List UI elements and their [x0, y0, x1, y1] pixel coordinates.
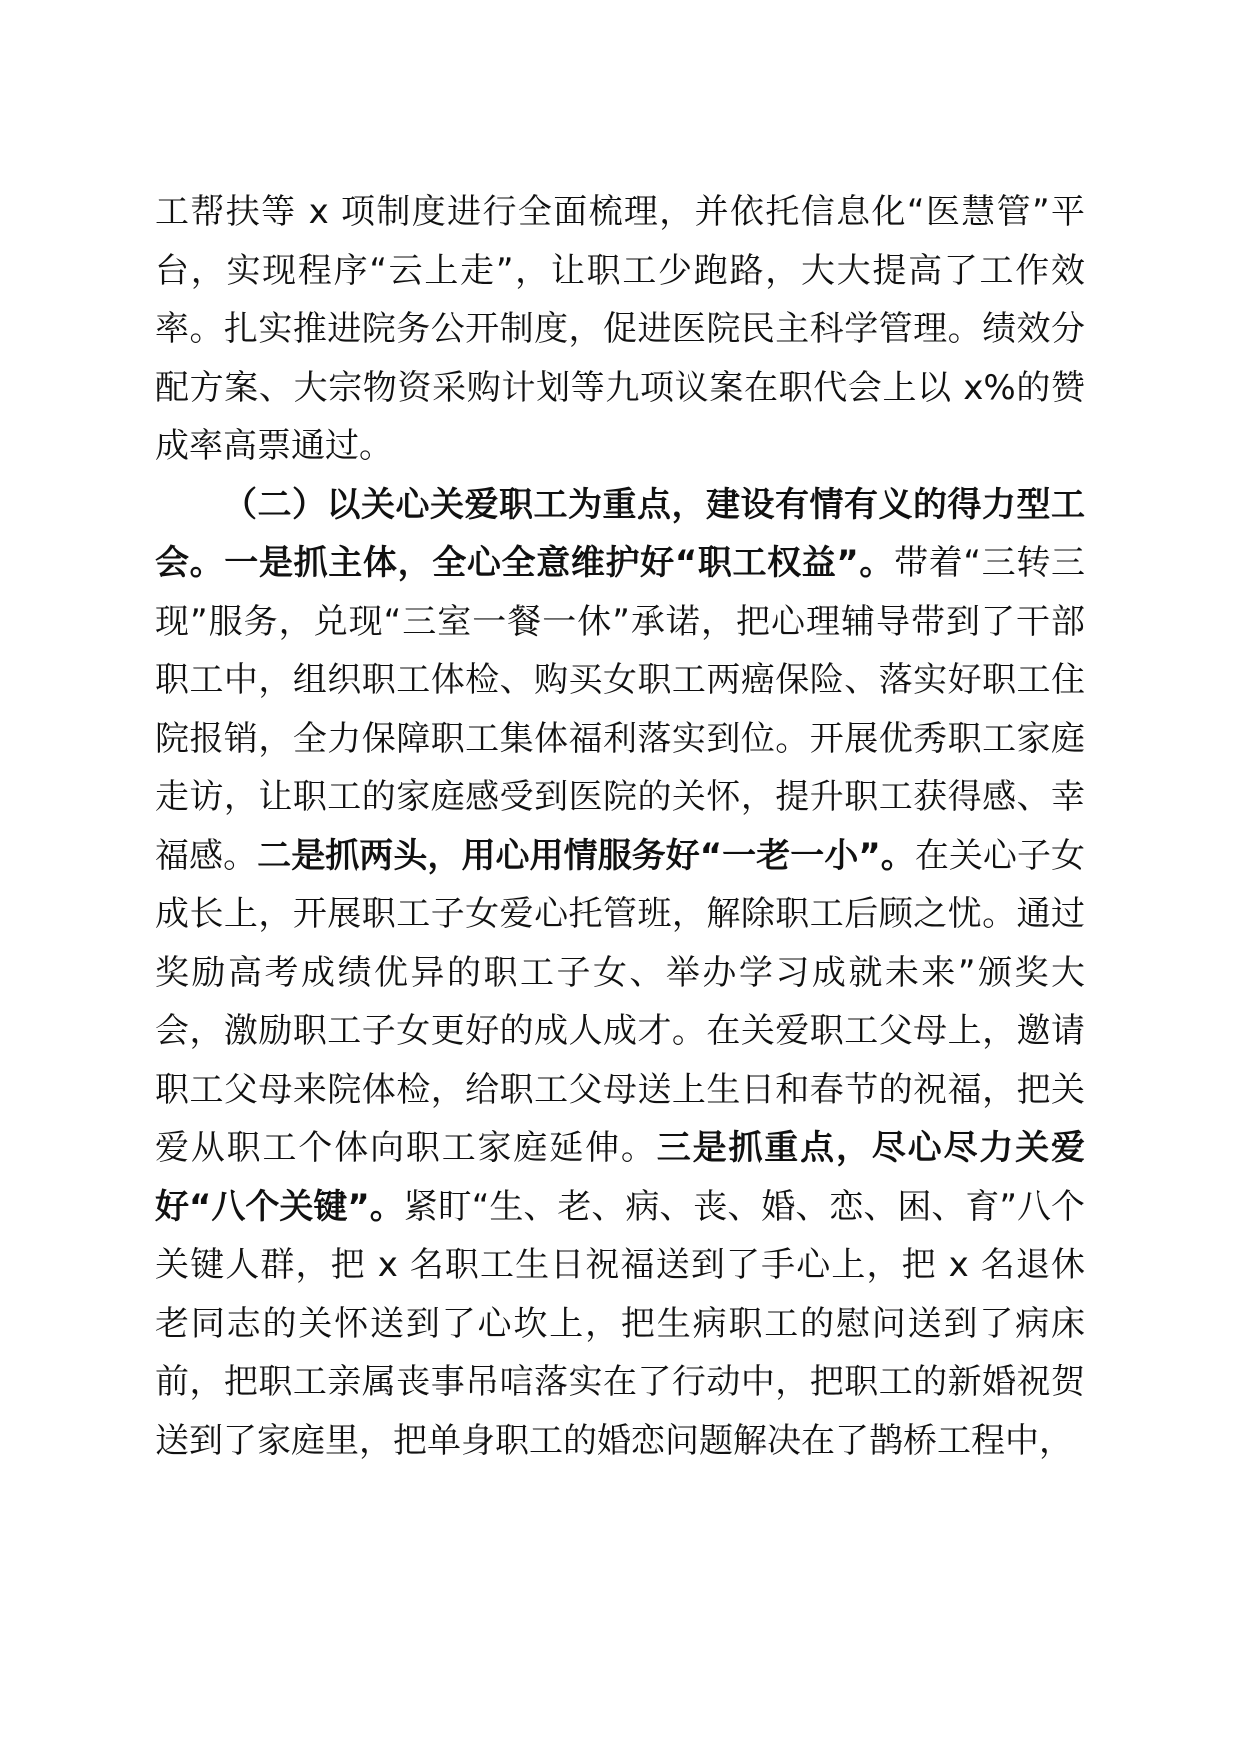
paragraph-2: [155, 476, 1085, 1471]
text-run: 工帮扶等 x 项制度进行全面梳理，并依托信息化“医慧管”平台，实现程序“云上走”，让职工少跑路，大大提高了工作效率。扎实推进院务公开制度，促进医院民主科学管理。绩效分配方案、大宗物资采购计划等九项议案在职代会上以 x%的赞成率高票通过。: [155, 192, 1085, 466]
text-run: 带着“三转三现”服务，兑现“三室一餐一休”承诺，把心理辅导带到了干部职工中，组织职工体检、购买女职工两癌保险、落实好职工住院报销，全力保障职工集体福利落实到位。开展优秀职工家庭走访，让职工的家庭感受到医院的关怀，提升职工获得感、幸福感。: [155, 543, 1085, 876]
text-run: 紧盯“生、老、病、丧、婚、恋、困、育”八个关键人群，把 x 名职工生日祝福送到了手心上，把 x 名退休老同志的关怀送到了心坎上，把生病职工的慰问送到了病床前，把职工亲属丧事吊唁落实在了行动中，把职工的新婚祝贺送到了家庭里，把单身职工的婚恋问题解决在了鹊桥工程中，: [155, 1186, 1085, 1461]
point-heading-3: 三是抓重点，尽心尽力关爱好“八个关键”。: [155, 1128, 1086, 1227]
section-heading: （二）以关心关爱职工为重点，建设有情有义的得力型工会。一是抓主体，全心全意维护好“职工权益”。: [155, 484, 1085, 583]
paragraph-1: [155, 183, 1085, 476]
document-body: [155, 183, 1085, 1470]
point-heading-2: 二是抓两头，用心用情服务好“一老一小”。: [257, 835, 915, 876]
text-run: 在关心子女成长上，开展职工子女爱心托管班，解除职工后顾之忧。通过奖励高考成绩优异的职工子女、举办学习成就未来”颁奖大会，激励职工子女更好的成人成才。在关爱职工父母上，邀请职工父母来院体检，给职工父母送上生日和春节的祝福，把关爱从职工个体向职工家庭延伸。: [155, 835, 1086, 1168]
